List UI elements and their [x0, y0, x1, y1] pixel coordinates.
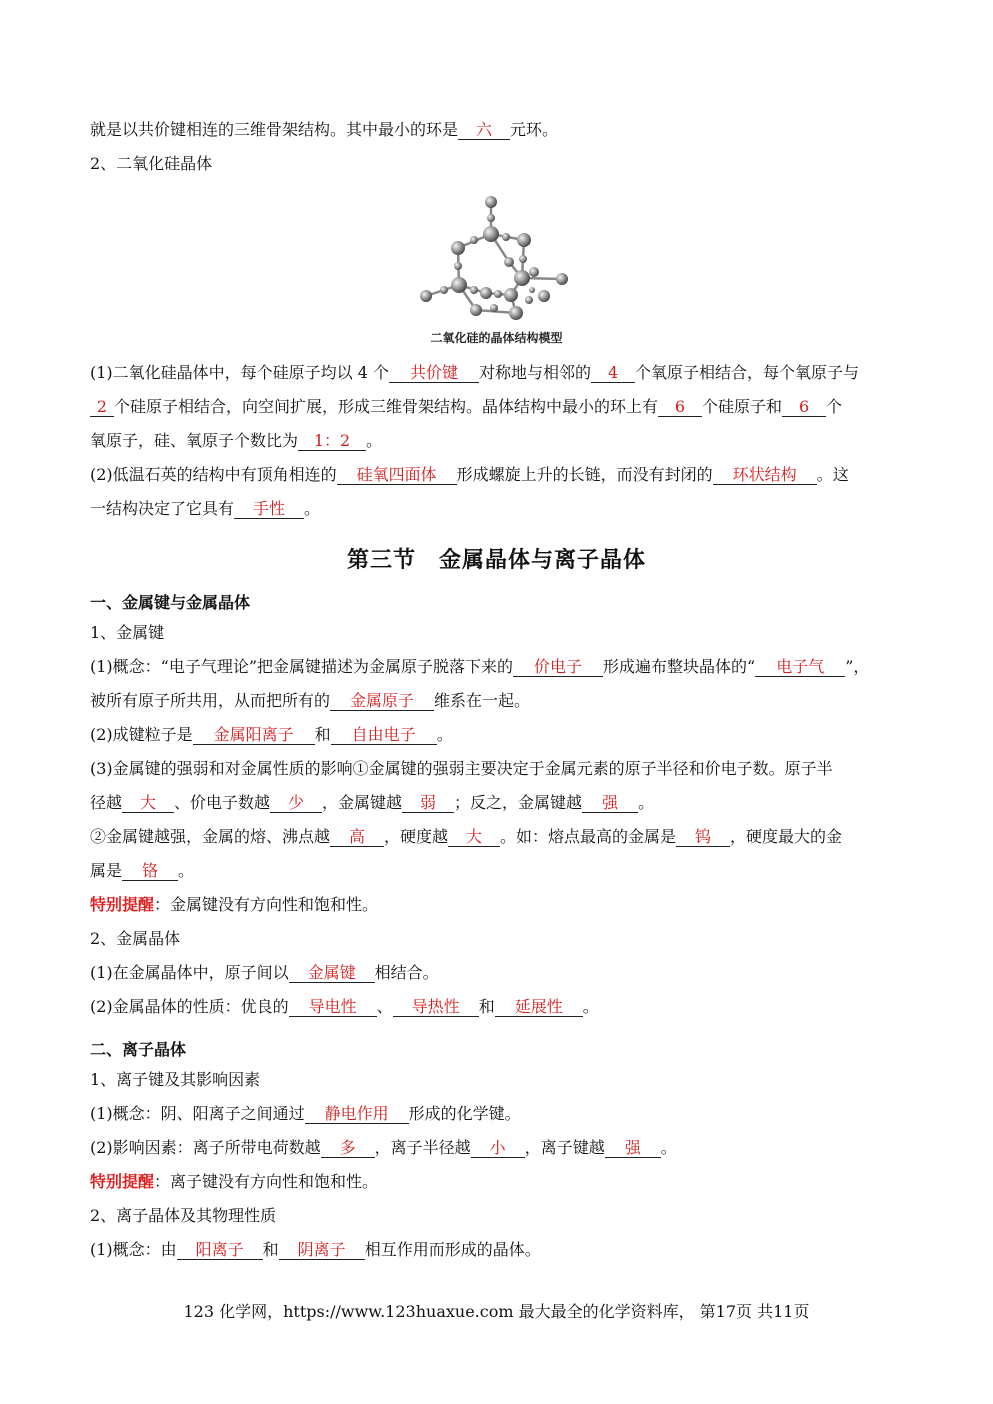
answer-blank: 6: [658, 398, 702, 417]
answer-blank: 高: [330, 828, 384, 847]
answer-blank: 6: [782, 398, 826, 417]
text-line: 就是以共价键相连的三维骨架结构。其中最小的环是 六 元环。: [90, 120, 559, 139]
answer-blank: 阴离子: [279, 1241, 365, 1260]
text-line: (2)成键粒子是 金属阳离子 和 自由电子 。: [90, 725, 453, 744]
text-line: (2)影响因素：离子所带电荷数越 多 ，离子半径越 小 ，离子键越 强 。: [90, 1138, 677, 1157]
text-line: 被所有原子所共用，从而把所有的 金属原子 维系在一起。: [90, 691, 531, 710]
subheading: 2、金属晶体: [90, 929, 181, 948]
answer-blank: 4: [591, 364, 635, 383]
answer-blank: 价电子: [513, 658, 603, 677]
answer-blank: 延展性: [495, 998, 583, 1017]
text-line: 2 个硅原子相结合，向空间扩展，形成三维骨架结构。晶体结构中最小的环上有 6 个硅原子和 6 个: [90, 396, 907, 418]
answer-blank: 金属键: [289, 964, 375, 983]
subheading: 2、二氧化硅晶体: [90, 154, 213, 173]
answer-blank: 六: [458, 121, 510, 140]
answer-blank: 共价键: [389, 364, 479, 383]
answer-blank: 强: [582, 794, 638, 813]
text-line: ②金属键越强，金属的熔、沸点越 高 ，硬度越 大 。如：熔点最高的金属是 钨 ，硬度最大的金: [90, 827, 843, 846]
section-title: 第三节 金属晶体与离子晶体: [346, 547, 646, 573]
page-footer: 123 化学网，https://www.123huaxue.com 最大最全的化学资料库， 第17页 共11页: [183, 1302, 810, 1321]
text-line: 氧原子，硅、氧原子个数比为 1：2 。: [90, 431, 383, 450]
text-line: (1)在金属晶体中，原子间以 金属键 相结合。: [90, 963, 439, 982]
answer-blank: 静电作用: [305, 1105, 409, 1124]
answer-blank: 弱: [402, 794, 454, 813]
answer-blank: 钨: [676, 828, 730, 847]
text-line: (2)低温石英的结构中有顶角相连的 硅氧四面体 形成螺旋上升的长链，而没有封闭的 环状结构 。这: [90, 465, 849, 484]
text-line: (1)概念：阴、阳离子之间通过 静电作用 形成的化学键。: [90, 1104, 521, 1123]
answer-blank: 强: [605, 1139, 661, 1158]
note-line: 特别提醒：离子键没有方向性和饱和性。: [90, 1172, 379, 1191]
note-label: 特别提醒: [90, 1172, 155, 1191]
answer-blank: 大: [448, 828, 500, 847]
subheading: 2、离子晶体及其物理性质: [90, 1206, 277, 1225]
text-line: (3)金属键的强弱和对金属性质的影响①金属键的强弱主要决定于金属元素的原子半径和价电子数。原子半: [90, 759, 833, 778]
answer-blank: 1：2: [298, 432, 366, 451]
answer-blank: 小: [471, 1139, 525, 1158]
answer-blank: 铬: [122, 862, 178, 881]
answer-blank: 少: [270, 794, 322, 813]
answer-blank: 环状结构: [713, 466, 817, 485]
text-line: (1)概念：由 阳离子 和 阴离子 相互作用而形成的晶体。: [90, 1240, 541, 1259]
sio2-crystal-model-figure: [414, 190, 574, 325]
answer-blank: 导热性: [393, 998, 479, 1017]
answer-blank: 金属阳离子: [193, 726, 315, 745]
answer-blank: 硅氧四面体: [337, 466, 457, 485]
answer-blank: 电子气: [755, 658, 845, 677]
text-line: (1)二氧化硅晶体中，每个硅原子均以 4 个 共价键 对称地与相邻的 4 个氧原子相结合，每个氧原子与: [90, 363, 860, 382]
text-line: 属是 铬 。: [90, 861, 195, 880]
answer-blank: 手性: [234, 500, 304, 519]
text-line: 一结构决定了它具有 手性 。: [90, 499, 321, 518]
answer-blank: 金属原子: [330, 692, 434, 711]
subheading: 1、金属键: [90, 623, 165, 642]
answer-blank: 多: [321, 1139, 375, 1158]
heading-ionic: 二、离子晶体: [90, 1040, 187, 1059]
heading-metal: 一、金属键与金属晶体: [90, 593, 251, 612]
figure-caption: 二氧化硅的晶体结构模型: [430, 331, 563, 345]
answer-blank: 自由电子: [331, 726, 437, 745]
note-line: 特别提醒：金属键没有方向性和饱和性。: [90, 895, 379, 914]
answer-blank: 导电性: [289, 998, 377, 1017]
text-line: 径越 大 、价电子数越 少 ，金属键越 弱 ；反之，金属键越 强 。: [90, 793, 655, 812]
answer-blank: 阳离子: [177, 1241, 263, 1260]
note-label: 特别提醒: [90, 895, 155, 914]
answer-blank: 2: [90, 398, 114, 417]
text-line: (2)金属晶体的性质：优良的 导电性 、 导热性 和 延展性 。: [90, 997, 599, 1016]
text-line: (1)概念：“电子气理论”把金属键描述为金属原子脱落下来的 价电子 形成遍布整块晶体的“ 电子气 ”，: [90, 657, 870, 676]
subheading: 1、离子键及其影响因素: [90, 1070, 261, 1089]
answer-blank: 大: [122, 794, 174, 813]
